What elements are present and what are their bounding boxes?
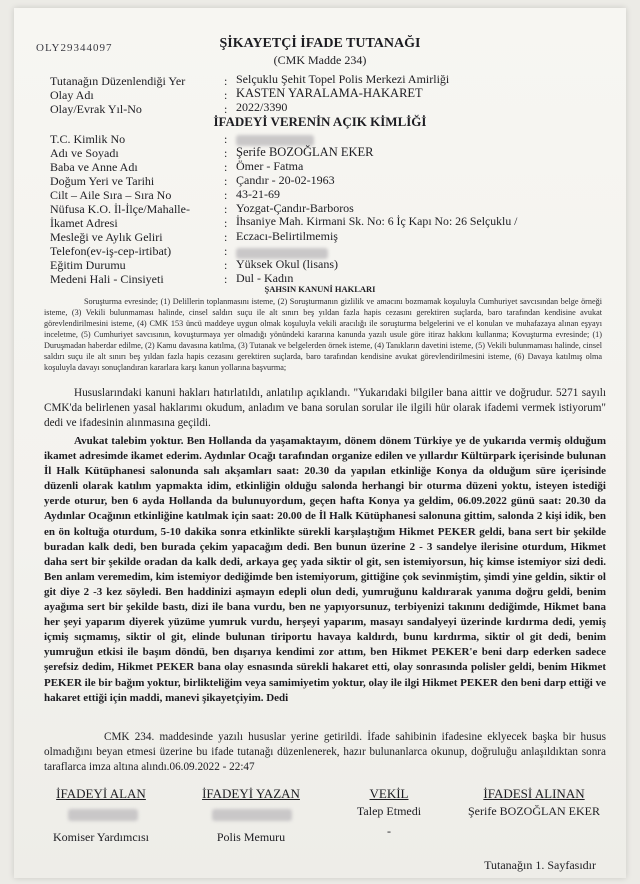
colon: : bbox=[224, 146, 228, 160]
field-label-birth: Doğum Yeri ve Tarihi bbox=[50, 174, 155, 188]
signature-head-writer: İFADEYİ YAZAN bbox=[202, 786, 300, 801]
document-subtitle: (CMK Madde 234) bbox=[273, 53, 367, 67]
field-label-job: Mesleği ve Aylık Geliri bbox=[50, 230, 163, 244]
signature-head-lawyer: VEKİL bbox=[369, 786, 409, 801]
field-value-birth: Çandır - 20-02-1963 bbox=[236, 173, 335, 187]
colon: : bbox=[224, 174, 228, 188]
signature-role-lawyer: - bbox=[387, 824, 391, 838]
document-number: OLY29344097 bbox=[36, 42, 113, 54]
identity-section-title: İFADEYİ VERENİN AÇIK KİMLİĞİ bbox=[213, 114, 427, 129]
colon: : bbox=[224, 132, 228, 146]
redacted-writer-name bbox=[212, 809, 292, 821]
field-label-event: Olay Adı bbox=[50, 88, 94, 102]
colon: : bbox=[224, 74, 228, 88]
statement-document bbox=[14, 8, 626, 878]
colon: : bbox=[224, 272, 228, 286]
colon: : bbox=[224, 202, 228, 216]
colon: : bbox=[224, 258, 228, 272]
field-value-job: Eczacı-Belirtilmemiş bbox=[236, 229, 338, 243]
field-label-education: Eğitim Durumu bbox=[50, 258, 126, 272]
signature-role-writer: Polis Memuru bbox=[216, 830, 286, 844]
field-value-education: Yüksek Okul (lisans) bbox=[236, 257, 338, 271]
field-label-marital: Medeni Hali - Cinsiyeti bbox=[50, 272, 164, 286]
colon: : bbox=[224, 88, 228, 102]
field-label-tc: T.C. Kimlik No bbox=[50, 132, 126, 146]
colon: : bbox=[224, 188, 228, 202]
field-value-registry-place: Yozgat-Çandır-Barboros bbox=[236, 201, 354, 215]
field-value-name: Şerife BOZOĞLAN EKER bbox=[236, 145, 374, 159]
field-value-registry: 43-21-69 bbox=[236, 187, 280, 201]
signature-name-lawyer: Talep Etmedi bbox=[356, 804, 422, 818]
rights-text: Soruşturma evresinde; (1) Delillerin toplanmasını isteme, (2) Soruşturmanın gizlilik ve amacını bozmamak koşuluyla Cumhuriyet savcısından belge örneği isteme, (3) Vekili bulunmaması halinde, cinsel saldırı suçu ile alt sınırı beş yıldan fazla hapis cezasını gerektiren suçlarda, baro tarafından kendisine avukat görevlendirilmesini isteme, (4) CMK 153 üncü maddeye uygun olmak koşuluyla vekili aracılığı ile soruşturma belgelerini ve el konulan ve muhafazaya alınan eşyayı inceletme, (5) Cumhuriyet savcısının, kovuşturmaya yer olmadığı yönündeki kararına kanunda yazılı usule göre itiraz hakkını kullanma; Kovuşturma evresinde; (1) Duruşmadan haberdar edilme, (2) Kamu davasına katılma, (3) Tutanak ve belgelerden örnek isteme, (4) Tanıkların davetini isteme, (5) Vekili bulunmaması halinde, cinsel saldırı suçu ile alt sınırı beş yıldan fazla hapis cezasını gerektiren suçlarda, baro tarafından kendisine avukat görevlendirilmesini isteme, (6) Davaya katılmış olma koşuluyla davayı sonuçlandıran kararlara karşı kanun yollarına başvurma; bbox=[44, 297, 602, 372]
field-value-place: Selçuklu Şehit Topel Polis Merkezi Amirliği bbox=[236, 72, 450, 86]
field-value-address: İhsaniye Mah. Kirmani Sk. No: 6 İç Kapı No: 26 Selçuklu / bbox=[236, 214, 518, 228]
field-value-event: KASTEN YARALAMA-HAKARET bbox=[236, 86, 423, 100]
closing-paragraph: CMK 234. maddesinde yazılı hususlar yerine getirildi. İfade sahibinin ifadesine eklyecek başka bir husus olmadığını beyan etmesi üzerine bu ifade tutanağı düzenlenerek, hazır bulunanlarca okunup, doğruluğu anlaşıldıktan sonra taraflarca imza altına alındı.06.09.2022 - 22:47 bbox=[44, 731, 606, 774]
signature-head-complainant: İFADESİ ALINAN bbox=[483, 786, 585, 801]
field-label-year-no: Olay/Evrak Yıl-No bbox=[50, 102, 142, 116]
field-value-parents: Ömer - Fatma bbox=[236, 159, 304, 173]
field-value-year-no: 2022/3390 bbox=[236, 100, 288, 114]
signature-head-taker: İFADEYİ ALAN bbox=[56, 786, 146, 801]
colon: : bbox=[224, 230, 228, 244]
field-value-marital: Dul - Kadın bbox=[236, 271, 294, 285]
colon: : bbox=[224, 160, 228, 174]
colon: : bbox=[224, 244, 228, 258]
field-label-place: Tutanağın Düzenlendiği Yer bbox=[50, 74, 186, 88]
statement-paragraph: Avukat talebim yoktur. Ben Hollanda da yaşamaktayım, dönem dönem Türkiye ye de yukarıda vermiş olduğum ikamet adresimde ikamet ederim. Aydınlar Ocağı tarafından organize edilen ve yıllardır Kültürpark içerisinde bulunan İl Halk Kütüphanesi salonunda salı akşamları saat: 20.30 da yapılan etkinliğe Konya da olduğum süre içerisinde düzenli olarak katılım yapmakta idim, etkinliğin olduğu salonda herhangi bir oturma düzeni yoktu, isteyen istediği yerde oturur, ben 6 ayda Hollanda da bulunuyordum, geçen hafta Konya ya geldim, 06.09.2022 günü saat: 20.30 da Aydınlar Ocağının etkinliğine katılmak için saat: 20.00 de İl Halk Kütüphanesi salonuna gittim, salonda 2 kişi idik, ben en ön koltuğa oturdum, 5-10 dakika sonra etkinlikte sürekli karşılaştığım Hikmet PEKER geldi, bana sert bir şekilde buradan kalk dedi, ben burada çekim yapacağım dedi. Ben bunun üzerine 2 - 3 sandelye ilerisine oturdum, Hikmet daha sert bir şekilde oradan da kalk dedi, arkaya geç yada siktir ol git, sen istemiyorsun, hiç kimse istemiyor sizi dedi. Ben anlam veremedim, kim istemiyor dediğimde ben istemiyorum, gittiğine çok sevinmiştim, şimdi yine geldin, siktir ol git diye 2 -3 kez söyledi. Ben haddinizi aşmayın edepli olun dedi, yumruğunu kaldırarak yanıma doğru geldi, benim ayağıma sert bir şekilde bastı, dizi ile bana vurdu, ben ne yapıyorsunuz, terbiyenizi takınını dediğimde, Hikmet bana her şeyi yaparım diyerek yüzüme yumruk vurdu, herşeyi yaparım, masayı sandalyeyi üzerinde kırdırma dedi, yemiş içmiş sıçmamış, siktir ol git, elinde bulunan tiriportu havaya kaldırdı, bunu kırdırma, siktir ol git dedi, benim yumruğun etkisi ile başım döndü, ben dışarıya kendimi zor attım, ben Hikmet PEKER'e beni darp ederken sadece şerefsiz dedim, Hikmet PEKER bana olay esnasında sürekli hakaret etti, olay sonrasında polisler geldi, benim Hikmet PEKER ile bir bağım yoktur, birlikteliğim veya samimiyetim yoktur, olay ile ilgi Hikmet PEKER den beni darp ettiği ve hakaret ettiği için maddi, manevi şikayetçiyim. Dedi bbox=[44, 435, 606, 704]
colon: : bbox=[224, 102, 228, 116]
redacted-taker-name bbox=[68, 809, 138, 821]
signature-name-complainant: Şerife BOZOĞLAN EKER bbox=[468, 804, 600, 818]
field-label-registry-place: Nüfusa K.O. İl-İlçe/Mahalle- bbox=[50, 202, 190, 216]
rights-title: ŞAHSIN KANUNİ HAKLARI bbox=[264, 284, 376, 294]
intro-paragraph: Hususlarındaki kanuni hakları hatırlatıldı, anlatılıp açıklandı. "Yukarıdaki bilgiler bana aittir ve doğrudur. 5271 sayılı CMK'da belirlenen yasal haklarımı okudum, anladım ve bana sorulan sorular ile ilgili hür olarak ifademi vermek istiyorum" dedi ve ifadesinin alınmasına geçildi. bbox=[44, 387, 606, 430]
page-footer: Tutanağın 1. Sayfasıdır bbox=[484, 858, 596, 872]
colon: : bbox=[224, 216, 228, 230]
field-label-registry: Cilt – Aile Sıra – Sıra No bbox=[50, 188, 172, 202]
document-title: ŞİKAYETÇİ İFADE TUTANAĞI bbox=[219, 36, 421, 51]
signature-role-taker: Komiser Yardımcısı bbox=[53, 830, 149, 844]
signature-name-writer bbox=[212, 806, 292, 824]
signature-name-taker bbox=[68, 806, 138, 824]
field-label-name: Adı ve Soyadı bbox=[50, 146, 119, 160]
field-label-address: İkamet Adresi bbox=[50, 216, 118, 230]
field-label-parents: Baba ve Anne Adı bbox=[50, 160, 138, 174]
field-label-phone: Telefon(ev-iş-cep-irtibat) bbox=[50, 244, 172, 258]
